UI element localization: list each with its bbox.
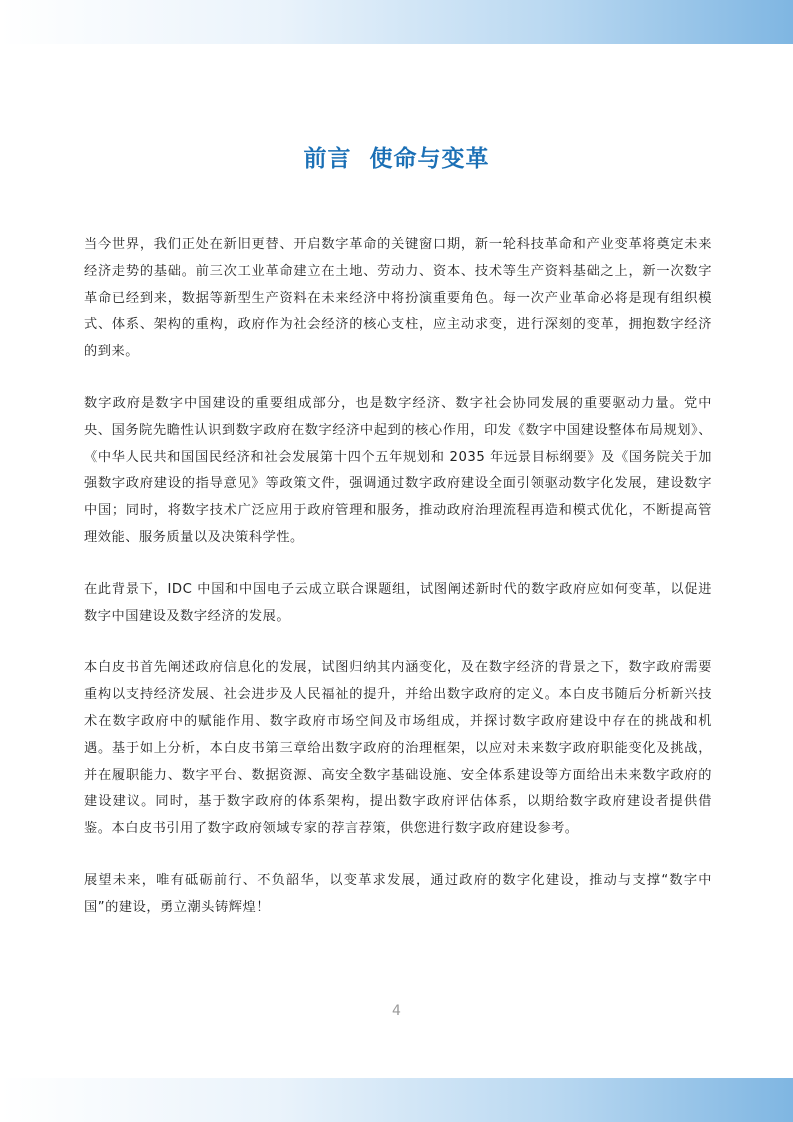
page-number: 4: [392, 1003, 401, 1019]
header-decorative-band: [0, 0, 793, 44]
paragraph-whitepaper-outline: 本白皮书首先阐述政府信息化的发展，试图归纳其内涵变化，及在数字经济的背景之下，数字政府需要重构以支持经济发展、社会进步及人民福祉的提升，并给出数字政府的定义。本白皮书随后分析新兴技术在数字政府中的赋能作用、数字政府市场空间及市场组成，并探讨数字政府建设中存在的挑战和机遇。基于如上分析，本白皮书第三章给出数字政府的治理框架，以应对未来数字政府职能变化及挑战，并在履职能力、数字平台、数据资源、高安全数字基础设施、安全体系建设等方面给出未来数字政府的建设建议。同时，基于数字政府的体系架构，提出数字政府评估体系，以期给数字政府建设者提供借鉴。本白皮书引用了数字政府领域专家的荐言荐策，供您进行数字政府建设参考。: [84, 660, 712, 837]
body-content: [84, 232, 712, 947]
footer-decorative-band: [0, 1078, 793, 1122]
paragraph-background: 在此背景下，IDC 中国和中国电子云成立联合课题组，试图阐述新时代的数字政府应如何变革，以促进数字中国建设及数字经济的发展。: [84, 581, 712, 624]
page-title: 前言 使命与变革: [303, 146, 490, 173]
paragraph-outlook: 展望未来，唯有砥砺前行、不负韶华，以变革求发展，通过政府的数字化建设，推动与支撑“数字中国”的建设，勇立潮头铸辉煌！: [84, 872, 712, 915]
paragraph-intro: 当今世界，我们正处在新旧更替、开启数字革命的关键窗口期，新一轮科技革命和产业变革将奠定未来经济走势的基础。前三次工业革命建立在土地、劳动力、资本、技术等生产资料基础之上，新一次数字革命已经到来，数据等新型生产资料在未来经济中将扮演重要角色。每一次产业革命必将是现有组织模式、体系、架构的重构，政府作为社会经济的核心支柱，应主动求变，进行深刻的变革，拥抱数字经济的到来。: [84, 237, 712, 360]
paragraph-digital-government: 数字政府是数字中国建设的重要组成部分，也是数字经济、数字社会协同发展的重要驱动力量。党中央、国务院先瞻性认识到数字政府在数字经济中起到的核心作用，印发《数字中国建设整体布局规划》、《中华人民共和国国民经济和社会发展第十四个五年规划和 2035 年远景目标纲要》及《国务院关于加强数字政府建设的指导意见》等政策文件，强调通过数字政府建设全面引领驱动数字化发展，建设数字中国；同时，将数字技术广泛应用于政府管理和服务，推动政府治理流程再造和模式优化，不断提高管理效能、服务质量以及决策科学性。: [84, 395, 712, 545]
